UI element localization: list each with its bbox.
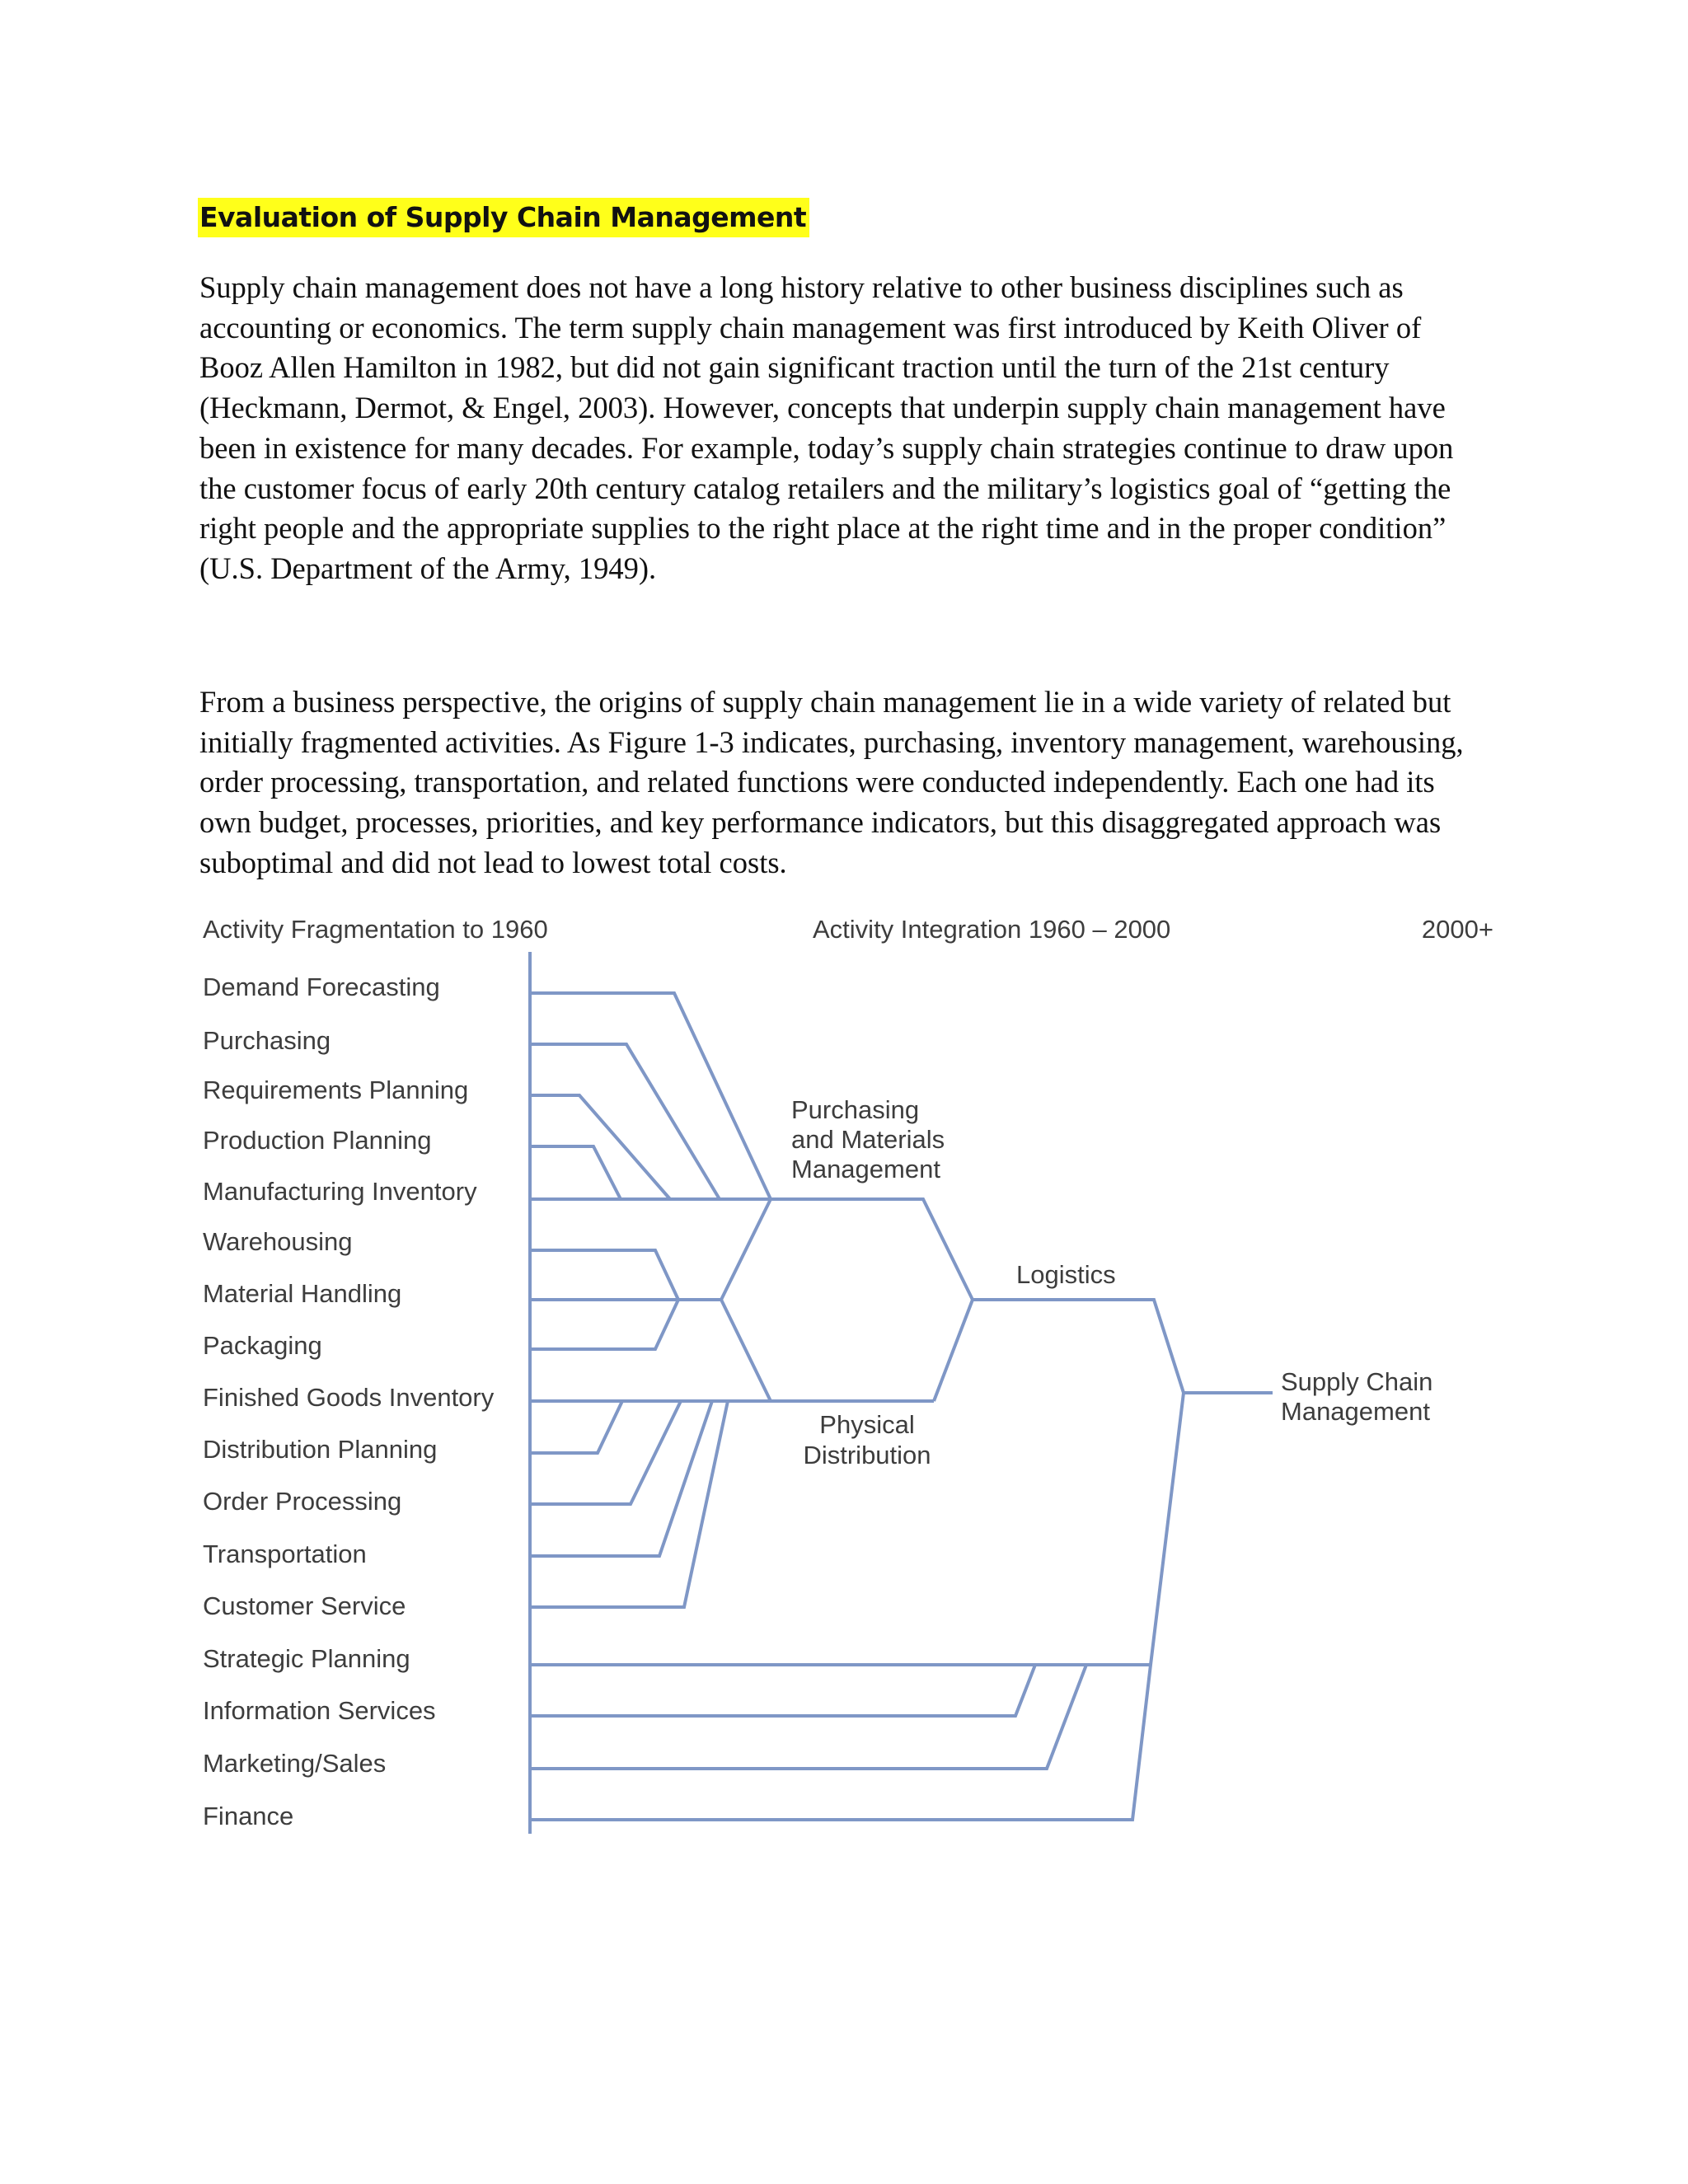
activity-label: Order Processing (203, 1487, 402, 1516)
group-logistics: Logistics (1016, 1260, 1116, 1289)
activity-label: Demand Forecasting (203, 972, 440, 1001)
connector-distribution-planning (530, 1401, 622, 1453)
activity-label: Production Planning (203, 1126, 432, 1155)
activity-label: Customer Service (203, 1591, 406, 1620)
activity-label: Distribution Planning (203, 1435, 438, 1464)
connector-purchasing (530, 1044, 720, 1199)
connector-cluster-up (721, 1199, 771, 1300)
group-purchasing-line3: Management (791, 1155, 940, 1183)
connector-information-services (530, 1665, 1035, 1716)
connector-transportation (530, 1401, 712, 1556)
connector-production-planning (530, 1146, 621, 1199)
paragraph-business-perspective: From a business perspective, the origins of supply chain management lie in a wide variety of related but initially fragmented activities. As Figure 1-3 indicates, purchasing, inventory management, warehousing, order processing, transportation, and related functions were conducted independently. Each one had its own budget, processes, priorities, and key performance indicators, but this disaggregated approach was suboptimal and did not lead to lowest total costs. (199, 685, 1464, 879)
connector-lines (530, 952, 1273, 1834)
activity-label: Information Services (203, 1696, 436, 1725)
header-activity-fragmentation: Activity Fragmentation to 1960 (203, 915, 548, 944)
activity-label: Marketing/Sales (203, 1749, 387, 1778)
header-2000-plus: 2000+ (1421, 915, 1493, 944)
connector-cluster-down (721, 1300, 771, 1401)
paragraph-history: Supply chain management does not have a long history relative to other business disciplines such as accounting or economics. The term supply chain management was first introduced by Keith Oliver of Booz Allen Hamilton in 1982, but did not gain significant traction until the turn of the 21st century (Heckmann, Dermot, & Engel, 2003). However, concepts that underpin supply chain management have been in existence for many decades. For example, today’s supply chain strategies continue to draw upon the customer focus of early 20th century catalog retailers and the military’s logistics goal of “getting the right people and the appropriate supplies to the right place at the right time and in the proper condition” (U.S. Department of the Army, 1949). (199, 270, 1454, 585)
group-physical-distribution-line2: Distribution (803, 1441, 931, 1469)
supply-chain-evolution-figure (0, 890, 1688, 1854)
activity-label: Packaging (203, 1331, 322, 1360)
connector-purchasing-to-logistics (771, 1199, 973, 1300)
group-scm-line2: Management (1281, 1397, 1430, 1426)
connector-packaging (530, 1300, 678, 1349)
activity-label: Manufacturing Inventory (203, 1177, 477, 1206)
group-scm-line1: Supply Chain (1281, 1367, 1433, 1396)
section-heading: Evaluation of Supply Chain Management (198, 198, 809, 237)
activity-label: Transportation (203, 1540, 367, 1568)
connector-warehousing (530, 1250, 678, 1300)
connector-logistics-line (973, 1300, 1184, 1393)
activity-label: Requirements Planning (203, 1076, 469, 1104)
connector-distribution-to-logistics (934, 1300, 973, 1401)
activity-label: Strategic Planning (203, 1644, 410, 1673)
group-purchasing-line1: Purchasing (791, 1095, 920, 1124)
activity-label: Purchasing (203, 1026, 331, 1055)
activity-label: Warehousing (203, 1227, 353, 1256)
activity-list (203, 972, 495, 1830)
activity-label: Material Handling (203, 1279, 402, 1308)
header-activity-integration: Activity Integration 1960 – 2000 (813, 915, 1171, 944)
activity-label: Finished Goods Inventory (203, 1383, 495, 1412)
group-purchasing-line2: and Materials (791, 1125, 945, 1154)
activity-label: Finance (203, 1802, 294, 1830)
group-physical-distribution-line1: Physical (819, 1410, 915, 1439)
